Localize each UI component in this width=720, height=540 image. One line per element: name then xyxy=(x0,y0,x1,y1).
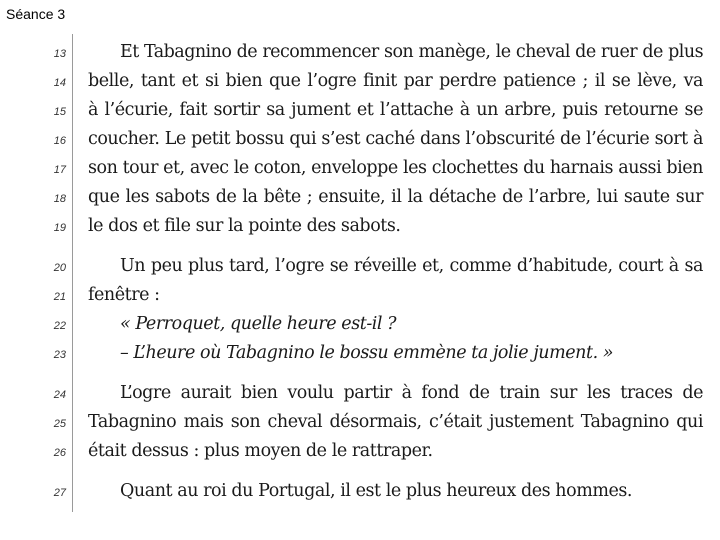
line-number: 13 xyxy=(53,48,66,60)
gutter-rule xyxy=(72,34,73,512)
passage-line-dialogue: – L’heure où Tabagnino le bossu emmène ta jolie jument. » xyxy=(120,343,614,363)
passage-line: Quant au roi du Portugal, il est le plus heureux des hommes. xyxy=(120,481,633,501)
passage-line: belle, tant et si bien que l’ogre finit par perdre patience ; il se lève, va xyxy=(88,71,703,91)
line-number: 21 xyxy=(53,291,66,303)
line-number: 23 xyxy=(53,349,66,361)
passage-line: Et Tabagnino de recommencer son manège, le cheval de ruer de plus xyxy=(120,42,703,62)
line-number: 17 xyxy=(53,164,66,176)
passage-line-dialogue: « Perroquet, quelle heure est-il ? xyxy=(120,314,397,334)
line-number: 15 xyxy=(53,106,66,118)
line-number: 26 xyxy=(53,447,66,459)
line-number: 24 xyxy=(53,389,66,401)
passage-line: L’ogre aurait bien voulu partir à fond de train sur les traces de xyxy=(120,383,703,403)
line-number: 14 xyxy=(53,77,66,89)
passage-line: le dos et file sur la pointe des sabots. xyxy=(88,216,401,236)
line-number: 25 xyxy=(53,418,66,430)
passage-line: son tour et, avec le coton, enveloppe les clochettes du harnais aussi bien xyxy=(88,158,703,178)
line-number: 20 xyxy=(53,262,66,274)
passage-line: à l’écurie, fait sortir sa jument et l’attache à un arbre, puis retourne se xyxy=(88,100,703,120)
line-number: 18 xyxy=(53,193,66,205)
line-number: 27 xyxy=(53,487,66,499)
slide-title: Séance 3 xyxy=(6,6,66,22)
line-number: 19 xyxy=(53,222,66,234)
passage-line: Tabagnino mais son cheval désormais, c’était justement Tabagnino qui xyxy=(88,412,703,432)
passage-line: coucher. Le petit bossu qui s’est caché dans l’obscurité de l’écurie sort à xyxy=(88,129,703,149)
passage-line: Un peu plus tard, l’ogre se réveille et, comme d’habitude, court à sa xyxy=(120,256,703,276)
line-number: 22 xyxy=(53,320,66,332)
line-number: 16 xyxy=(53,135,66,147)
passage-line: était dessus : plus moyen de le rattraper. xyxy=(88,441,433,461)
passage-line: fenêtre : xyxy=(88,285,160,305)
passage-line: que les sabots de la bête ; ensuite, il la détache de l’arbre, lui saute sur xyxy=(88,187,703,207)
